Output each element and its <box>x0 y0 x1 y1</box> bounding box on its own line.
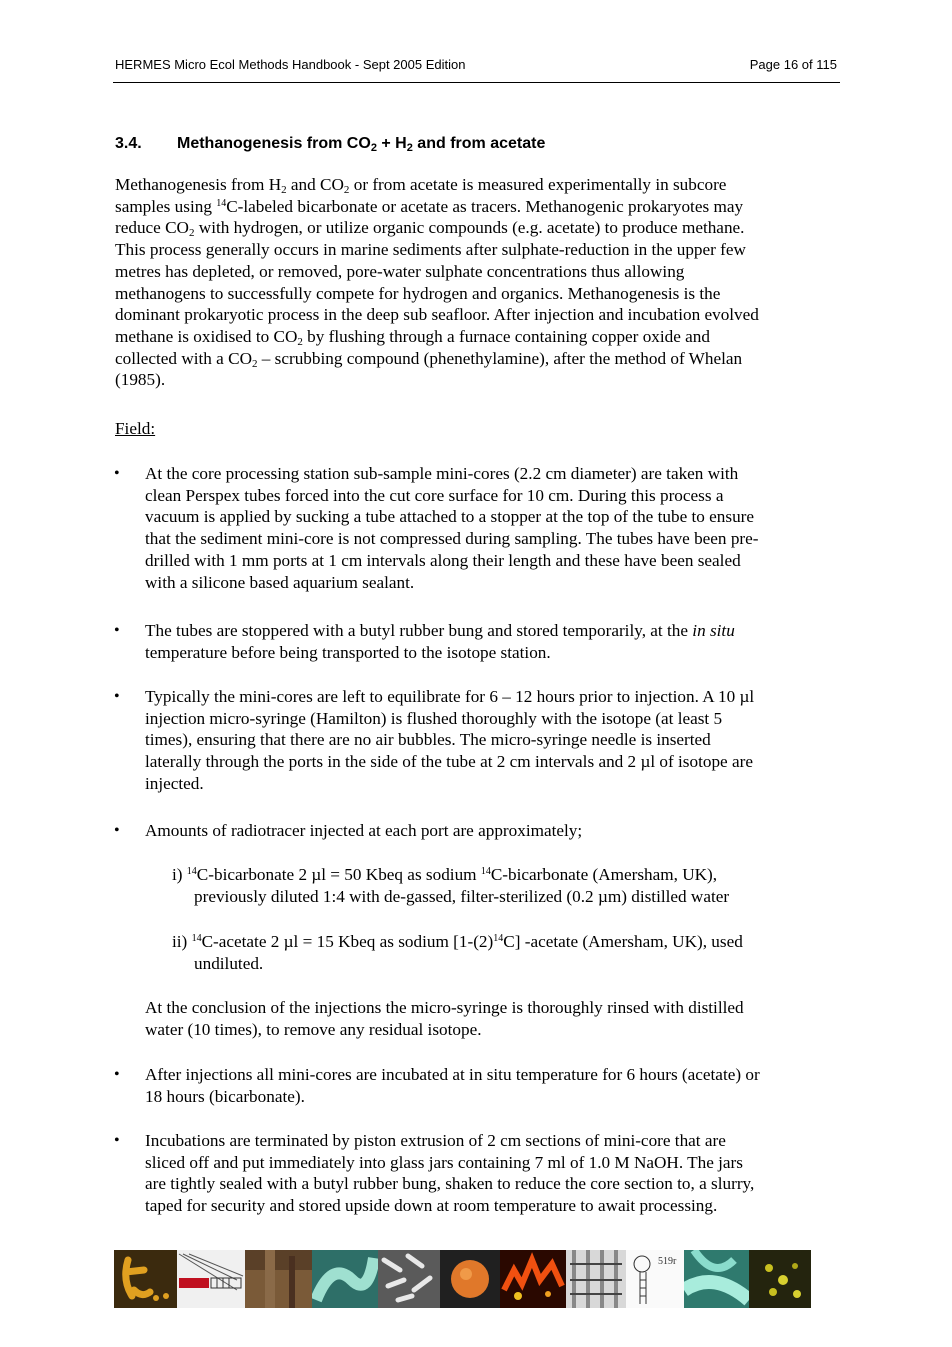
bullet-item <box>145 686 842 795</box>
microscopy-image-yellow <box>749 1250 811 1308</box>
section-number: 3.4. <box>115 135 142 152</box>
footer-image-banner <box>114 1250 836 1308</box>
micrograph-image-grey <box>378 1250 440 1308</box>
text-line: water (10 times), to remove any residual isotope. <box>145 1019 482 1039</box>
gel-image <box>566 1250 626 1308</box>
text-line: (1985). <box>115 370 166 390</box>
text-line: Incubations are terminated by piston extrusion of 2 cm sections of mini-core that are <box>145 1131 726 1150</box>
text-line: Methanogenesis from $H_2$ and $CO_2$ or from acetate is measured experimentally in subcore <box>115 175 727 196</box>
microscopy-image-amber <box>114 1250 177 1308</box>
bullet-glyph: • <box>114 1132 120 1149</box>
bullet-item <box>145 820 842 842</box>
bullet-item <box>145 1064 842 1107</box>
text-line: clean Perspex tubes forced into the cut core surface for 10 cm. During this process a <box>145 485 724 505</box>
tile-label: 519r <box>658 1256 677 1267</box>
text-line: taped for security and stored upside down at room temperature to await processing. <box>145 1196 718 1216</box>
bullet-glyph: • <box>114 1066 120 1083</box>
header-page-number: Page 16 of 115 <box>749 57 837 72</box>
text-line: collected with a $CO_2$ – scrubbing compound (phenethylamine), after the method of Whelan <box>115 348 743 370</box>
italic-term: in situ <box>692 621 735 640</box>
text-line: reduce $CO_2$ with hydrogen, or utilize organic compounds (e.g. acetate) to produce methane. <box>115 218 745 240</box>
bullet-glyph: • <box>114 622 120 639</box>
gene-diagram-image <box>177 1250 245 1308</box>
rna-structure-image <box>626 1250 684 1308</box>
bullet-glyph: • <box>114 822 120 839</box>
text-line: injected. <box>145 773 204 793</box>
section-title-part: + H <box>376 135 407 152</box>
field-subheading: Field: <box>115 419 156 438</box>
fluorescence-image-fire <box>500 1250 566 1308</box>
header-title: HERMES Micro Ecol Methods Handbook - Sept 2005 Edition <box>115 57 466 72</box>
text-line: vacuum is applied by sucking a tube attached to a stopper at the top of the tube to ensure <box>145 507 755 527</box>
bullet-item <box>145 620 842 663</box>
text-line: with a silicone based aquarium sealant. <box>145 572 415 592</box>
text-line: temperature before being transported to the isotope station. <box>145 642 551 662</box>
bullet-glyph: • <box>114 465 120 482</box>
text-line: laterally through the ports in the side of the tube at 2 cm intervals and 2 µl of isotope are <box>145 752 753 772</box>
text-line: After injections all mini-cores are incubated at in situ temperature for 6 hours (acetate) or <box>145 1065 760 1084</box>
text-line: drilled with 1 mm ports at 1 cm intervals along their length and these have been sealed <box>145 550 741 570</box>
bullet-item <box>145 1130 842 1217</box>
conclusion-paragraph <box>145 997 842 1040</box>
sediment-core-image <box>245 1250 312 1308</box>
section-heading <box>115 135 545 153</box>
text-line: samples using $^{14}$C-labeled bicarbonate or acetate as tracers. Methanogenic prokaryotes may <box>115 196 744 216</box>
section-title-part: and from acetate <box>412 135 546 152</box>
text-line: Typically the mini-cores are left to equilibrate for 6 – 12 hours prior to injection. A 10 µl <box>145 687 755 706</box>
text-line: At the core processing station sub-sample mini-cores (2.2 cm diameter) are taken with <box>145 464 739 483</box>
page-header <box>115 57 837 77</box>
microscopy-image-teal <box>312 1250 378 1308</box>
text-line: dominant prokaryotic process in the deep sub seafloor. After injection and incubation evolved <box>115 305 759 325</box>
bullet-item <box>145 463 842 593</box>
text-line: methanogens to successfully compete for hydrogen and organics. Methanogenesis is the <box>115 283 721 303</box>
subscript: 2 <box>370 142 377 154</box>
text-line: This process generally occurs in marine sediments after sulphate-reduction in the upper few <box>115 240 746 260</box>
text-line: undiluted. <box>194 953 264 973</box>
text-line: sliced off and put immediately into glass jars containing 7 ml of 1.0 M NaOH. The jars <box>145 1152 743 1172</box>
sub-list-item <box>172 864 832 907</box>
colony-image-orange <box>440 1250 500 1308</box>
bullet-glyph: • <box>114 688 120 705</box>
text-line: ii) $^{14}$C-acetate 2 µl = 15 Kbeq as sodium $[1-(2)^{14}C]$ -acetate (Amersham, UK), used <box>172 932 743 951</box>
microscopy-image-teal-2 <box>684 1250 749 1308</box>
intro-paragraph <box>115 174 842 391</box>
sub-list-item <box>172 931 832 974</box>
text-line: At the conclusion of the injections the micro-syringe is thoroughly rinsed with distilled <box>145 998 744 1017</box>
section-title-part: Methanogenesis from CO <box>177 135 371 152</box>
text-line: i) $^{14}$C-bicarbonate 2 µl = 50 Kbeq as sodium $^{14}$C-bicarbonate (Amersham, UK), <box>172 865 718 884</box>
subscript: 2 <box>406 142 413 154</box>
text-line: methane is oxidised to $CO_2$ by flushing through a furnace containing copper oxide and <box>115 326 710 348</box>
header-rule <box>113 82 840 83</box>
text-line: times), ensuring that there are no air bubbles. The micro-syringe needle is inserted <box>145 730 711 750</box>
text-line: previously diluted 1:4 with de-gassed, filter-sterilized (0.2 µm) distilled water <box>194 886 730 906</box>
text-line: that the sediment mini-core is not compressed during sampling. The tubes have been pre- <box>145 529 759 549</box>
text-line: metres has depleted, or removed, pore-water sulphate concentrations thus allowing <box>115 261 685 281</box>
text-line: Amounts of radiotracer injected at each port are approximately; <box>145 821 583 840</box>
text-line: The tubes are stoppered with a butyl rubber bung and stored temporarily, at the in situ <box>145 621 735 640</box>
text-line: 18 hours (bicarbonate). <box>145 1086 305 1106</box>
text-line: are tightly sealed with a butyl rubber bung, shaken to reduce the core section to, a slurry, <box>145 1174 755 1194</box>
text-line: injection micro-syringe (Hamilton) is flushed thoroughly with the isotope (at least 5 <box>145 708 723 728</box>
